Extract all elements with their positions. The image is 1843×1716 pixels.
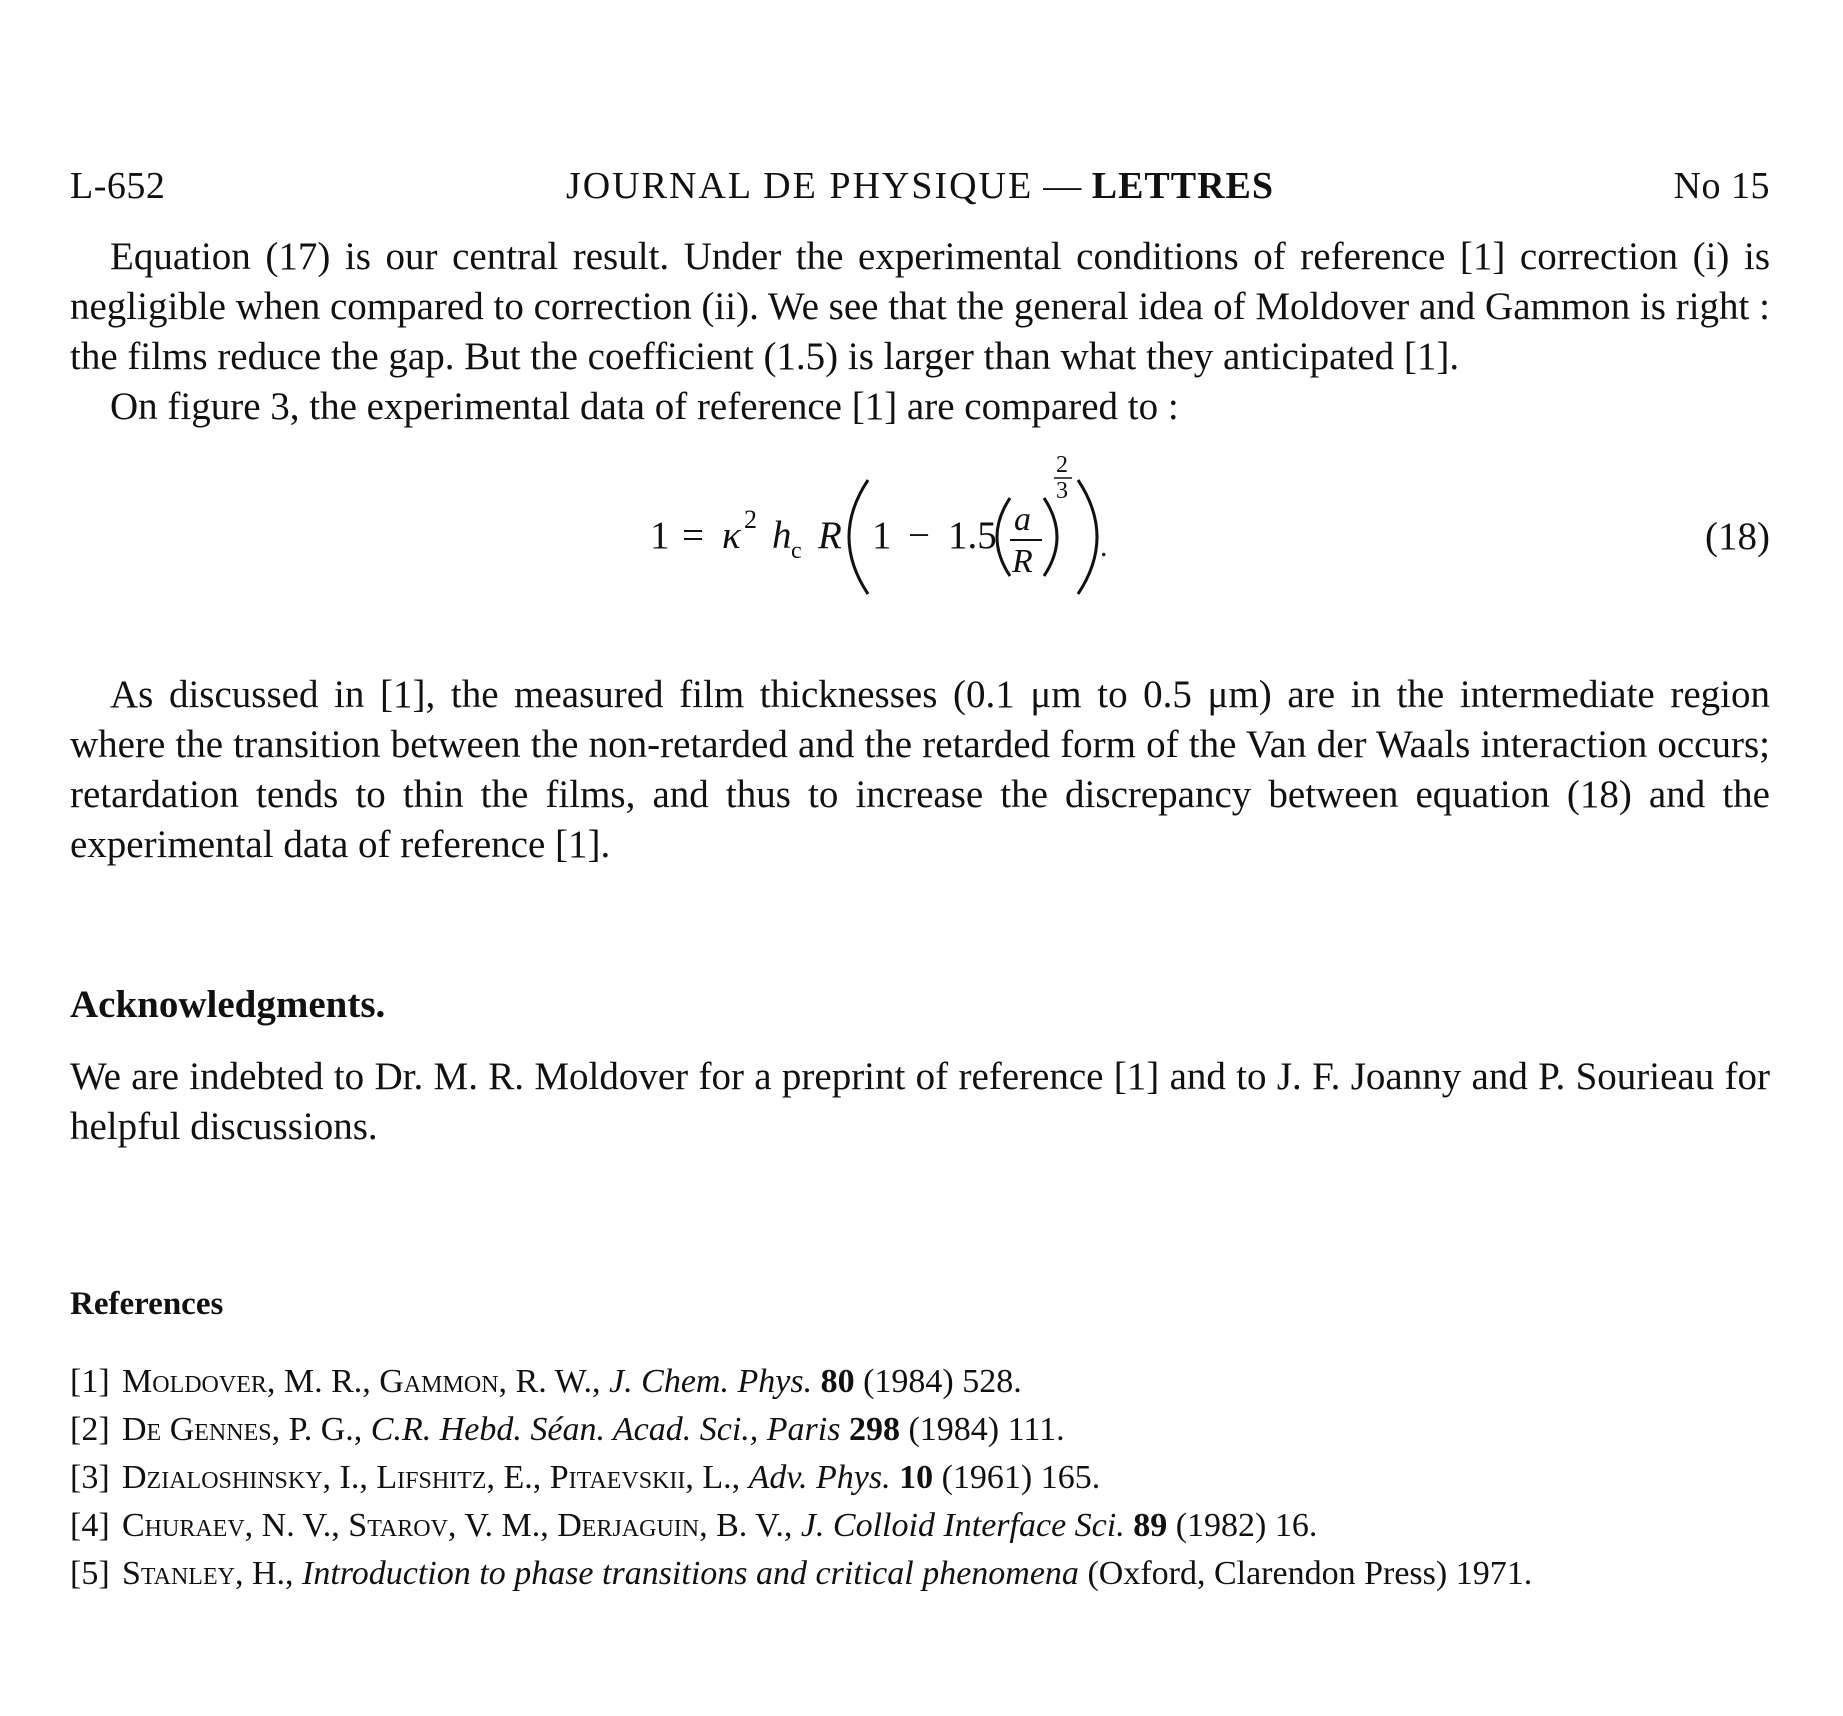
- reference-volume: 298: [848, 1411, 900, 1448]
- paragraph-film-thickness: As discussed in [1], the measured film thicknesses (0.1 μm to 0.5 μm) are in the intermediate region where the transition between the non-retarded and the retarded form of the Van der Waals interaction occurs; retardation tends to thin the films, and thus to increase the discrepancy between equation (18) and the experimental data of reference [1].: [70, 673, 1770, 866]
- eq-h: h: [772, 514, 792, 557]
- journal-name: JOURNAL DE PHYSIQUE: [565, 165, 1034, 207]
- eq-kappa-exponent: 2: [744, 505, 757, 534]
- reference-number: [3]: [70, 1459, 110, 1496]
- eq-inner-left-paren: [997, 498, 1010, 576]
- journal-section: LETTRES: [1091, 165, 1275, 207]
- eq-exponent-denominator: 3: [1056, 478, 1068, 504]
- reference-authors: Stanley, H.,: [122, 1555, 294, 1592]
- reference-volume: 80: [820, 1363, 855, 1400]
- eq-outer-left-paren: [849, 480, 868, 594]
- equation-formula: [650, 452, 1110, 622]
- eq-one: 1: [872, 514, 892, 557]
- paragraph-figure-comparison: On figure 3, the experimental data of reference [1] are compared to :: [110, 385, 1179, 428]
- eq-lhs: 1: [650, 514, 670, 557]
- eq-coefficient: 1.5: [948, 514, 997, 557]
- eq-exponent-numerator: 2: [1056, 452, 1068, 478]
- reference-number: [2]: [70, 1411, 110, 1448]
- eq-outer-right-paren: [1078, 480, 1097, 594]
- reference-volume: 89: [1133, 1507, 1168, 1544]
- reference-journal: C.R. Hebd. Séan. Acad. Sci., Paris: [370, 1411, 841, 1448]
- running-head: [70, 150, 1770, 210]
- reference-authors: De Gennes, P. G.,: [122, 1411, 363, 1448]
- reference-authors: Dzialoshinsky, I., Lifshitz, E., Pitaevskii, L.,: [122, 1459, 741, 1496]
- reference-details: (1984) 111.: [908, 1411, 1065, 1448]
- eq-R: R: [818, 514, 842, 557]
- references-list: [70, 1358, 1770, 1598]
- reference-details: (Oxford, Clarendon Press) 1971.: [1087, 1555, 1533, 1592]
- journal-title: [70, 164, 1770, 208]
- eq-minus: −: [908, 514, 930, 557]
- reference-number: [5]: [70, 1555, 110, 1592]
- paragraph-central-result: Equation (17) is our central result. Under the experimental conditions of reference [1] correction (i) is negligible when compared to correction (ii). We see that the general idea of Moldover and Gammon is right : the films reduce the gap. But the coefficient (1.5) is larger than what they anticipated [1].: [70, 235, 1770, 378]
- reference-journal: J. Colloid Interface Sci.: [800, 1507, 1125, 1544]
- reference-item: [70, 1502, 1770, 1550]
- reference-journal: Adv. Phys.: [748, 1459, 891, 1496]
- reference-authors: Moldover, M. R., Gammon, R. W.,: [122, 1363, 601, 1400]
- acknowledgments-heading: Acknowledgments.: [70, 983, 386, 1026]
- eq-inner-right-paren: [1044, 498, 1057, 576]
- reference-item: [70, 1454, 1770, 1502]
- reference-journal: J. Chem. Phys.: [609, 1363, 813, 1400]
- equation-18: [70, 452, 1770, 622]
- references-heading: References: [70, 1286, 224, 1322]
- equation-number: (18): [1705, 515, 1770, 558]
- reference-volume: 10: [899, 1459, 934, 1496]
- reference-number: [4]: [70, 1507, 110, 1544]
- eq-fraction-denominator: R: [1012, 543, 1033, 580]
- page-label: L-652: [70, 165, 166, 207]
- eq-h-subscript: c: [791, 538, 802, 564]
- reference-journal: Introduction to phase transitions and critical phenomena: [302, 1555, 1079, 1592]
- eq-equals: =: [682, 514, 704, 557]
- issue-number: No 15: [1673, 165, 1770, 207]
- paper-page: [70, 150, 1770, 1598]
- reference-details: (1961) 165.: [941, 1459, 1101, 1496]
- reference-details: (1984) 528.: [863, 1363, 1022, 1400]
- reference-item: [70, 1550, 1770, 1598]
- reference-details: (1982) 16.: [1175, 1507, 1318, 1544]
- header-separator: —: [1043, 165, 1082, 207]
- eq-period: .: [1100, 530, 1108, 563]
- eq-fraction-numerator: a: [1014, 501, 1031, 538]
- reference-number: [1]: [70, 1363, 110, 1400]
- reference-authors: Churaev, N. V., Starov, V. M., Derjaguin, B. V.,: [122, 1507, 793, 1544]
- eq-kappa: κ: [722, 514, 741, 557]
- acknowledgments-text: We are indebted to Dr. M. R. Moldover for a preprint of reference [1] and to J. F. Joanny and P. Sourieau for helpful discussions.: [70, 1055, 1770, 1148]
- reference-item: [70, 1358, 1770, 1406]
- reference-item: [70, 1406, 1770, 1454]
